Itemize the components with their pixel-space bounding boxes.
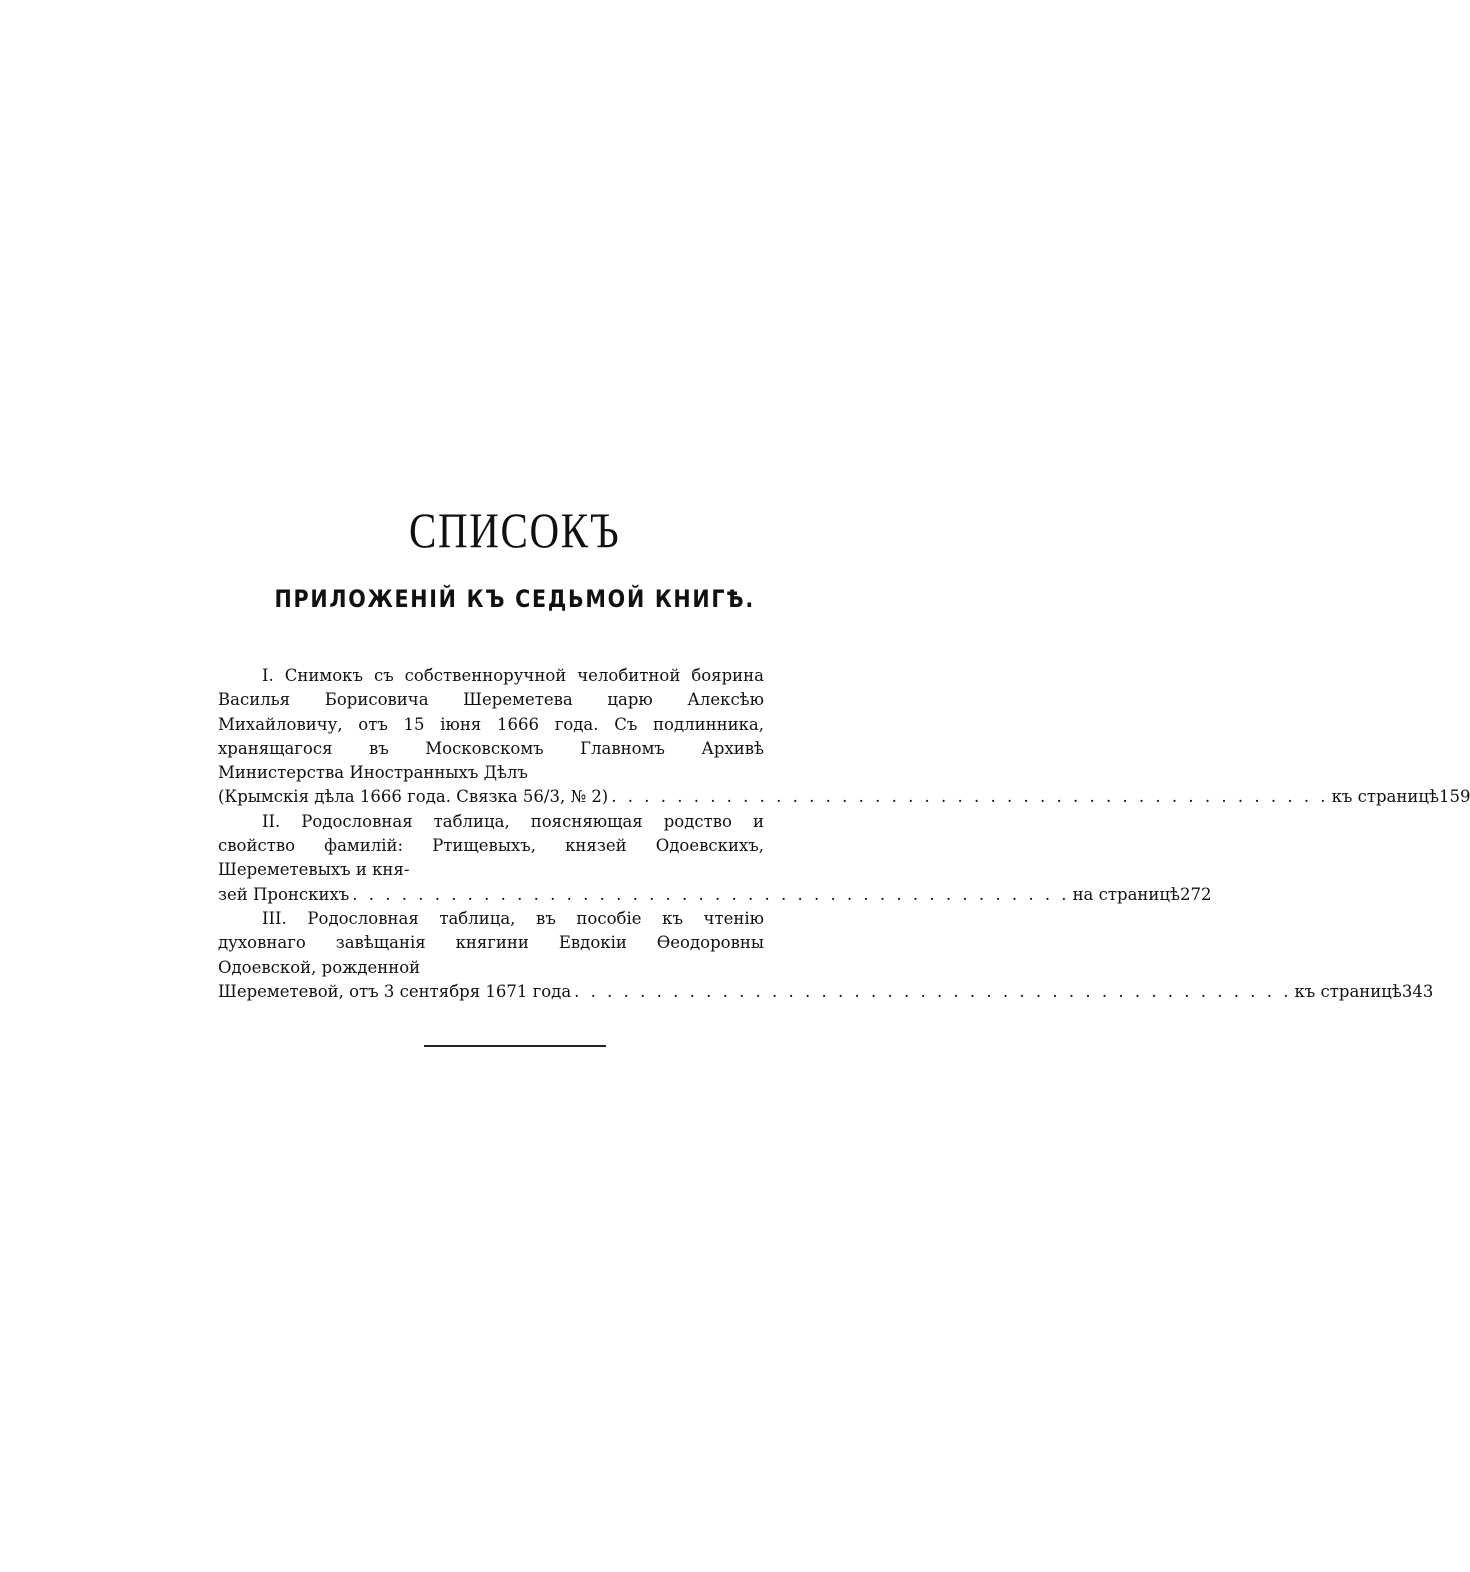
entry-page-number: 159 bbox=[1438, 787, 1470, 807]
entry-last-line-text: Шереметевой, отъ 3 сентября 1671 года bbox=[218, 981, 572, 1001]
horizontal-rule bbox=[424, 1045, 606, 1047]
entry-last-line-text: зей Пронскихъ bbox=[218, 884, 350, 904]
entry-page-number: 343 bbox=[1401, 981, 1434, 1001]
page-subtitle: ПРИЛОЖЕНІЙ КЪ СЕДЬМОЙ КНИГѢ. bbox=[274, 585, 755, 613]
entry-ref: къ страницѣ bbox=[1294, 981, 1402, 1001]
entry-page-number: 272 bbox=[1179, 884, 1212, 904]
appendix-list bbox=[218, 664, 1470, 1004]
appendix-entry-3 bbox=[218, 907, 1434, 1004]
leader-dots: . . . . . . . . . . . . . . . . . . . . . . . . . . . . . . . . . . . . . . . . . . . . bbox=[611, 787, 1329, 807]
entry-text: I. Снимокъ съ собственноручной челобитной боярина Василья Борисовича Шереметева царю Алексѣю Михайловичу, отъ 15 іюня 1666 года. Съ подлинника, хранящагося въ Московскомъ Главномъ Архивѣ Министерства Иностранныхъ Дѣлъ bbox=[218, 666, 764, 783]
leader-dots: . . . . . . . . . . . . . . . . . . . . . . . . . . . . . . . . . . . . . . . . . . . . bbox=[352, 884, 1070, 904]
page-title: СПИСОКЪ bbox=[408, 502, 621, 558]
entry-text: III. Родословная таблица, въ пособіе къ чтенію духовнаго завѣщанія княгини Евдокіи Ѳеодоровны Одоевской, рожденной bbox=[218, 908, 764, 977]
entry-last-line bbox=[218, 785, 1470, 809]
leader-dots: . . . . . . . . . . . . . . . . . . . . . . . . . . . . . . . . . . . . . . . . . . . . bbox=[574, 981, 1292, 1001]
entry-ref: къ страницѣ bbox=[1331, 787, 1439, 807]
entry-last-line bbox=[218, 883, 1212, 907]
appendix-entry-1 bbox=[218, 664, 1470, 810]
entry-text: II. Родословная таблица, поясняющая родство и свойство фамилій: Ртищевыхъ, князей Одоевскихъ, Шереметевыхъ и кня- bbox=[218, 811, 764, 880]
entry-last-line-text: (Крымскія дѣла 1666 года. Связка 56/3, № 2) bbox=[218, 787, 609, 807]
entry-ref: на страницѣ bbox=[1072, 884, 1180, 904]
appendix-entry-2 bbox=[218, 810, 1212, 907]
entry-last-line bbox=[218, 980, 1434, 1004]
